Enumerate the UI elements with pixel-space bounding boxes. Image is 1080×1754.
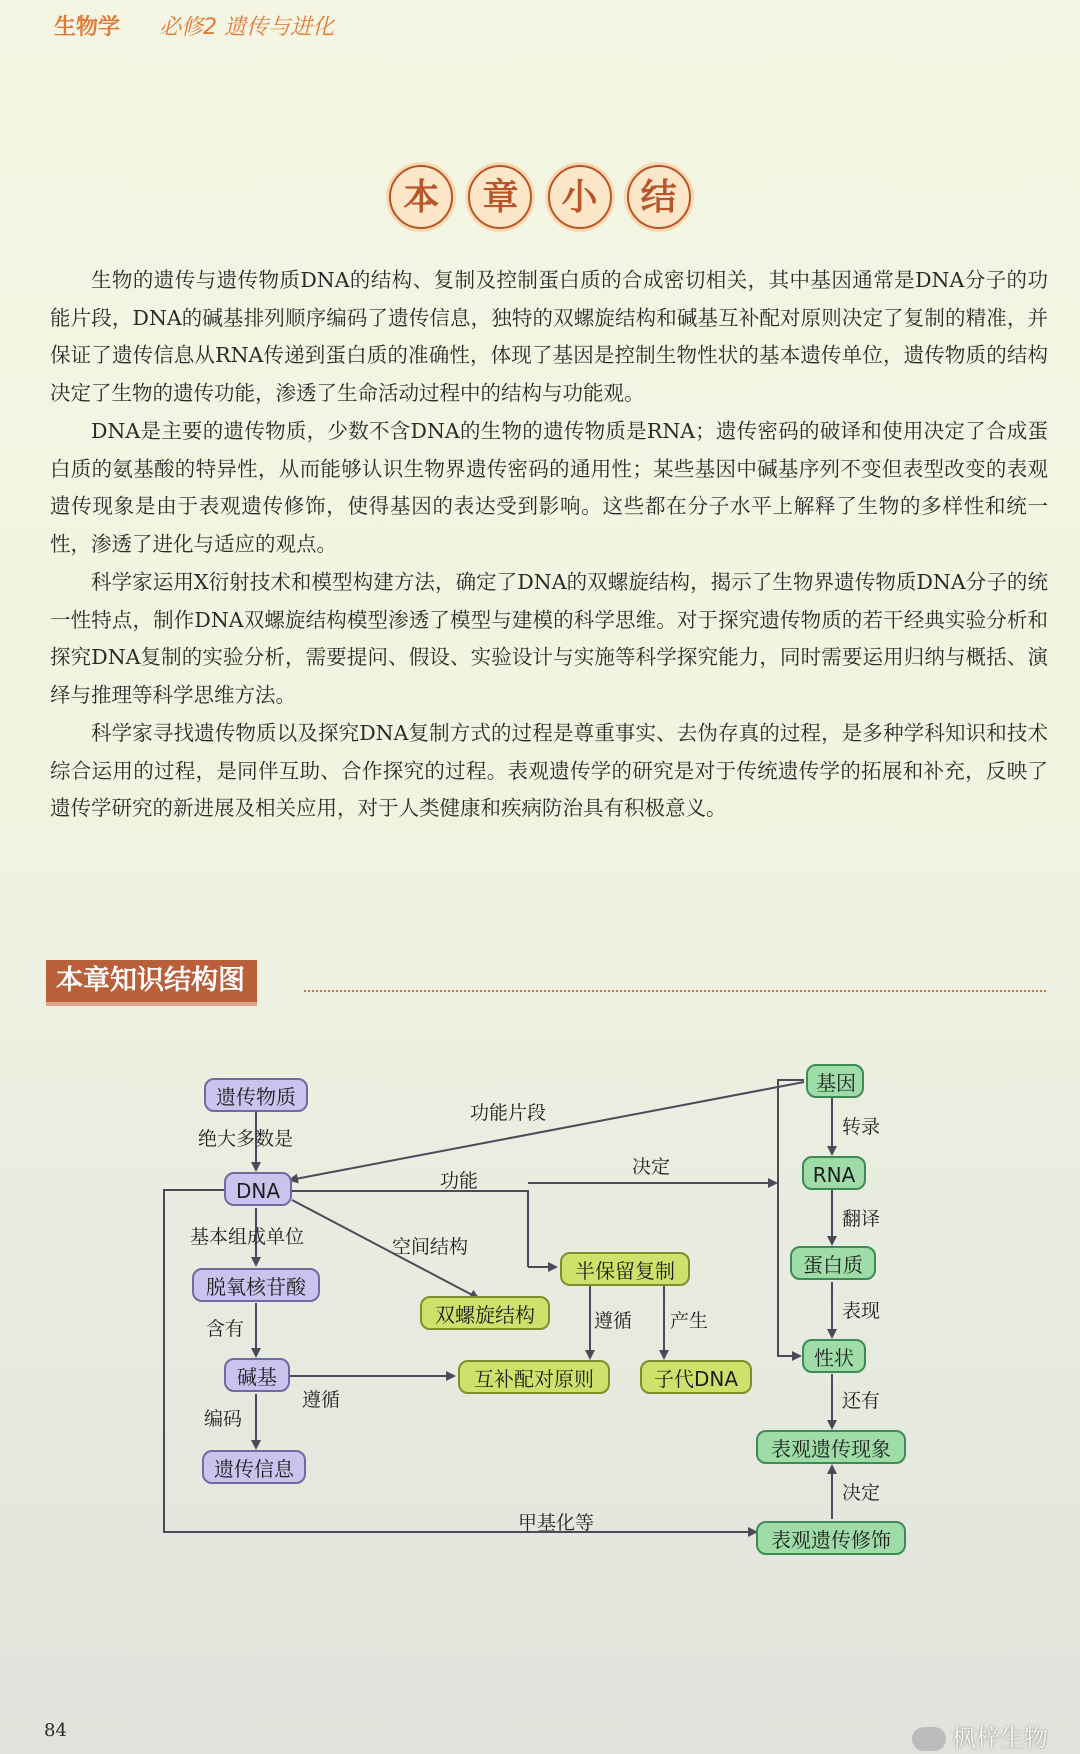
edge-label: 还有 bbox=[842, 1390, 881, 1412]
edge-label: 表现 bbox=[842, 1300, 881, 1322]
page-number: 84 bbox=[44, 1720, 67, 1741]
section-label: 本章知识结构图 bbox=[46, 960, 257, 1006]
edge-label: 绝大多数是 bbox=[198, 1128, 294, 1150]
title-char: 章 bbox=[468, 165, 532, 229]
title-char: 本 bbox=[389, 165, 453, 229]
node-trait: 性状 bbox=[802, 1339, 866, 1373]
edge-label: 功能片段 bbox=[470, 1102, 547, 1124]
node-daughter-dna: 子代DNA bbox=[640, 1360, 752, 1394]
paragraph: 科学家运用X衍射技术和模型构建方法，确定了DNA的双螺旋结构，揭示了生物界遗传物质DNA分子的统一性特点，制作DNA双螺旋结构模型渗透了模型与建模的科学思维。对于探究遗传物质的若干经典实验分析和探究DNA复制的实验分析，需要提问、假设、实验设计与实施等科学探究能力，同时需要运用归纳与概括、演绎与推理等科学思维方法。 bbox=[50, 570, 1048, 707]
edge-label: 遵循 bbox=[302, 1389, 341, 1411]
header-subject: 生物学 bbox=[54, 15, 121, 40]
chapter-summary-title bbox=[0, 165, 1080, 229]
paragraph: 生物的遗传与遗传物质DNA的结构、复制及控制蛋白质的合成密切相关，其中基因通常是DNA分子的功能片段，DNA的碱基排列顺序编码了遗传信息，独特的双螺旋结构和碱基互补配对原则决定了复制的精准，并保证了遗传信息从RNA传递到蛋白质的准确性，体现了基因是控制生物性状的基本遗传单位，遗传物质的结构决定了生物的遗传功能，渗透了生命活动过程中的结构与功能观。 bbox=[50, 268, 1048, 405]
paragraph: 科学家寻找遗传物质以及探究DNA复制方式的过程是尊重事实、去伪存真的过程，是多种学科知识和技术综合运用的过程，是同伴互助、合作探究的过程。表观遗传学的研究是对于传统遗传学的拓展和补充，反映了遗传学研究的新进展及相关应用，对于人类健康和疾病防治具有积极意义。 bbox=[50, 721, 1048, 820]
node-complementary: 互补配对原则 bbox=[458, 1360, 610, 1394]
edge-label: 翻译 bbox=[842, 1208, 881, 1230]
edge-label: 编码 bbox=[204, 1408, 243, 1430]
edge-label: 含有 bbox=[206, 1318, 245, 1340]
node-base: 碱基 bbox=[224, 1358, 290, 1392]
node-genetic-info: 遗传信息 bbox=[202, 1450, 306, 1484]
edge-label: 转录 bbox=[842, 1116, 881, 1138]
title-char: 结 bbox=[627, 165, 691, 229]
node-rna: RNA bbox=[802, 1156, 866, 1190]
node-epigenetic-modification: 表观遗传修饰 bbox=[756, 1521, 906, 1555]
edge-line bbox=[290, 1082, 804, 1180]
edge-label: 甲基化等 bbox=[518, 1512, 595, 1534]
running-header bbox=[54, 10, 334, 41]
edge-label: 决定 bbox=[632, 1156, 671, 1178]
node-dna: DNA bbox=[224, 1172, 292, 1206]
header-book-title: 必修2 遗传与进化 bbox=[159, 15, 335, 40]
summary-body bbox=[50, 262, 1048, 829]
edge-label: 决定 bbox=[842, 1482, 881, 1504]
title-char: 小 bbox=[548, 165, 612, 229]
watermark bbox=[912, 1718, 1048, 1753]
node-gene: 基因 bbox=[806, 1064, 864, 1098]
edge-line bbox=[778, 1080, 804, 1183]
edge-label: 产生 bbox=[670, 1310, 709, 1332]
node-double-helix: 双螺旋结构 bbox=[420, 1296, 550, 1330]
wechat-icon bbox=[912, 1727, 946, 1751]
edge-label: 基本组成单位 bbox=[190, 1226, 305, 1248]
edge-label: 功能 bbox=[440, 1170, 479, 1192]
edge-label: 空间结构 bbox=[392, 1236, 469, 1258]
node-deoxynucleotide: 脱氧核苷酸 bbox=[192, 1268, 320, 1302]
edge-label: 遵循 bbox=[594, 1310, 633, 1332]
node-genetic-material: 遗传物质 bbox=[204, 1078, 308, 1112]
node-epigenetic-phenomenon: 表观遗传现象 bbox=[756, 1430, 906, 1464]
node-semi-conservative: 半保留复制 bbox=[560, 1252, 690, 1286]
node-protein: 蛋白质 bbox=[790, 1246, 876, 1280]
knowledge-map-heading bbox=[46, 960, 1046, 1006]
dotted-rule bbox=[304, 990, 1046, 992]
watermark-text: 枫梓生物 bbox=[952, 1724, 1048, 1752]
paragraph: DNA是主要的遗传物质，少数不含DNA的生物的遗传物质是RNA；遗传密码的破译和使用决定了合成蛋白质的氨基酸的特异性，从而能够认识生物界遗传密码的通用性；某些基因中碱基序列不变但表型改变的表观遗传现象是由于表观遗传修饰，使得基因的表达受到影响。这些都在分子水平上解释了生物的多样性和统一性，渗透了进化与适应的观点。 bbox=[50, 419, 1048, 556]
